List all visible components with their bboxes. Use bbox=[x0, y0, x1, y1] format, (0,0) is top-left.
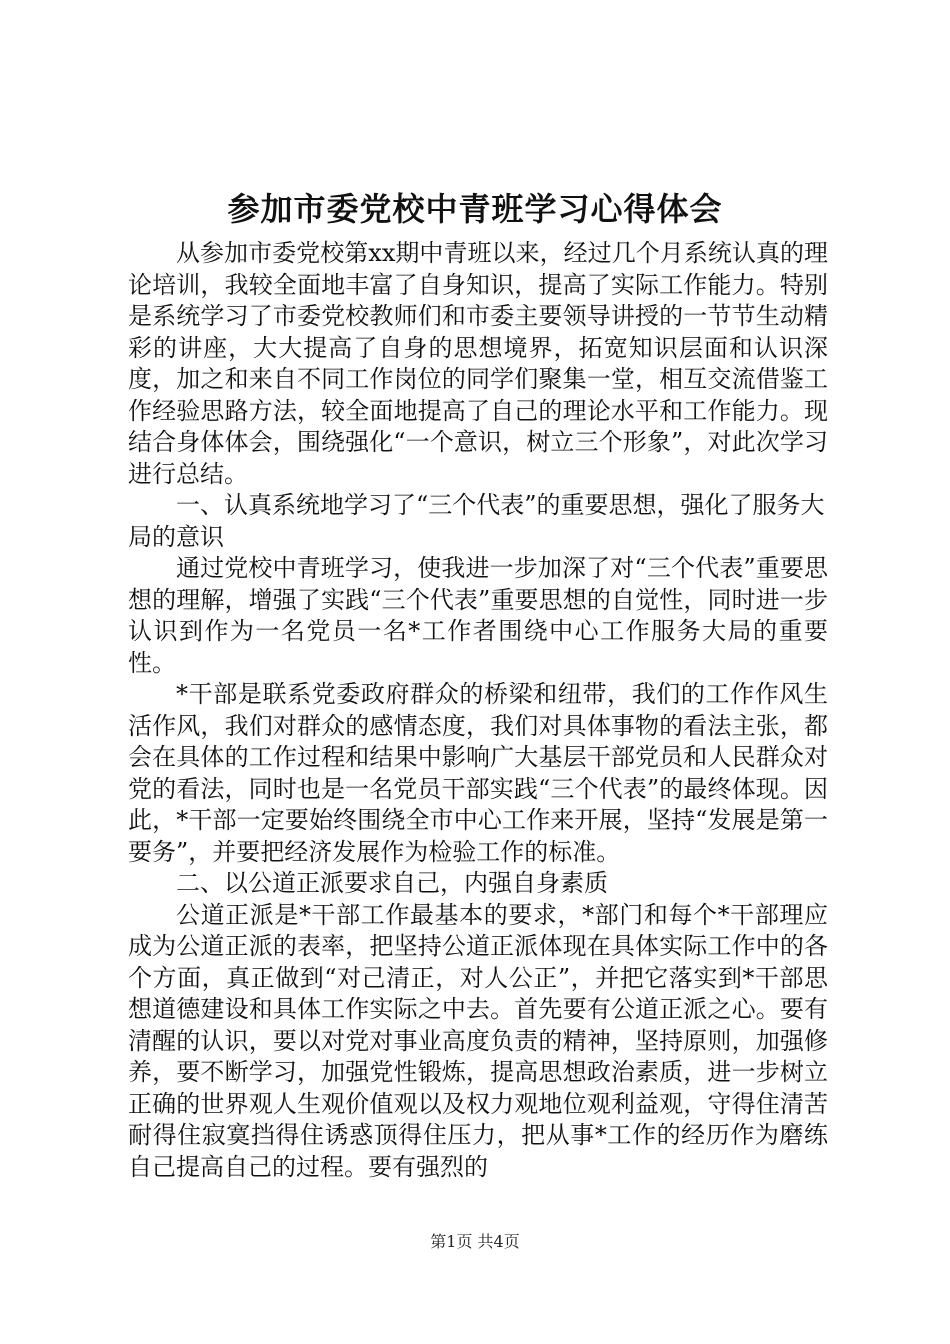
document-title: 参加市委党校中青班学习心得体会 bbox=[227, 190, 723, 228]
paragraph-section-2a: 公道正派是*干部工作最基本的要求，*部门和每个*干部理应成为公道正派的表率，把坚持公道正派体现在具体实际工作中的各个方面，真正做到“对己清正，对人公正”，并把它落实到*干部思想道德建设和具体工作实际之中去。首先要有公道正派之心。要有清醒的认识，要以对党对事业高度负责的精神，坚持原则，加强修养，要不断学习，加强党性锻炼，提高思想政治素质，进一步树立正确的世界观人生观价值观以及权力观地位观利益观，守得住清苦耐得住寂寞挡得住诱惑顶得住压力，把从事*工作的经历作为磨练自己提高自己的过程。要有强烈的 bbox=[128, 900, 828, 1181]
page-footer: 第1页 共4页 bbox=[430, 1232, 520, 1251]
section-heading-1: 一、认真系统地学习了“三个代表”的重要思想，强化了服务大局的意识 bbox=[128, 491, 825, 551]
paragraph-intro: 从参加市委党校第xx期中青班以来，经过几个月系统认真的理论培训，我较全面地丰富了自身知识，提高了实际工作能力。特别是系统学习了市委党校教师们和市委主要领导讲授的一节节生动精彩的讲座，大大提高了自身的思想境界，拓宽知识层面和认识深度，加之和来自不同工作岗位的同学们聚集一堂，相互交流借鉴工作经验思路方法，较全面地提高了自己的理论水平和工作能力。现结合身体体会，围绕强化“一个意识，树立三个形象”，对此次学习进行总结。 bbox=[128, 239, 828, 488]
section-heading-2: 二、以公道正派要求自己，内强自身素质 bbox=[176, 869, 608, 897]
document-body bbox=[128, 238, 828, 1183]
paragraph-section-1b: *干部是联系党委政府群众的桥梁和纽带，我们的工作作风生活作风，我们对群众的感情态度，我们对具体事物的看法主张，都会在具体的工作过程和结果中影响广大基层干部党员和人民群众对党的看法，同时也是一名党员干部实践“三个代表”的最终体现。因此，*干部一定要始终围绕全市中心工作来开展，坚持“发展是第一要务”，并要把经济发展作为检验工作的标准。 bbox=[128, 680, 828, 866]
paragraph-section-1a: 通过党校中青班学习，使我进一步加深了对“三个代表”重要思想的理解，增强了实践“三个代表”重要思想的自觉性，同时进一步认识到作为一名党员一名*工作者围绕中心工作服务大局的重要性。 bbox=[128, 554, 828, 677]
